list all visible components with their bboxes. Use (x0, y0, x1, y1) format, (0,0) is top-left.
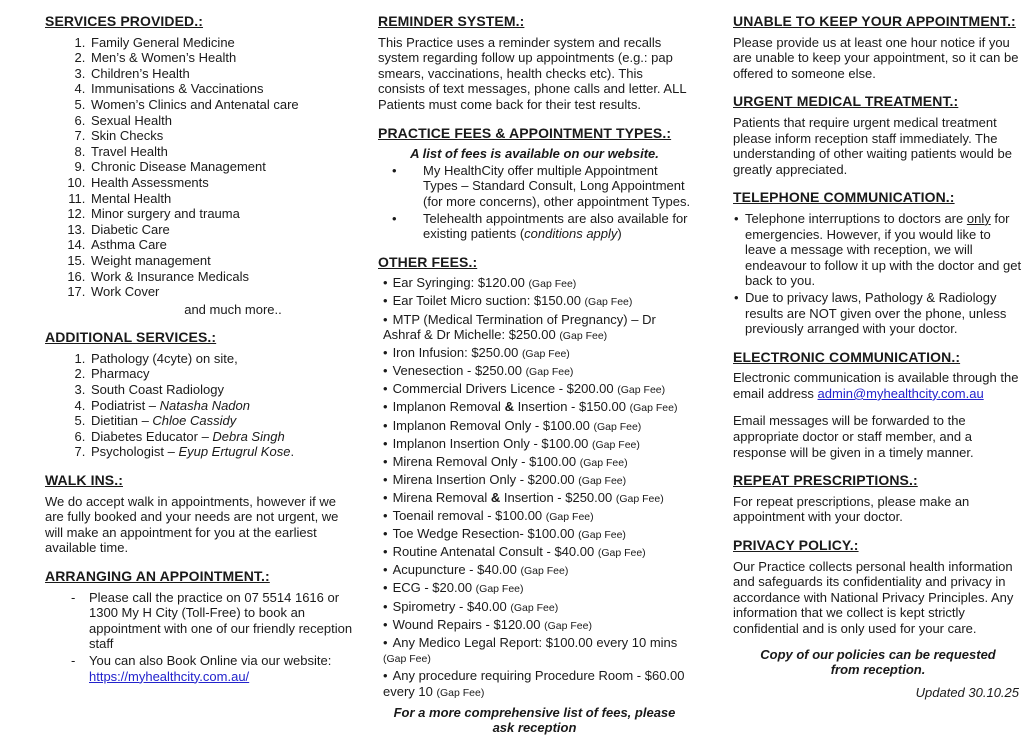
gap-fee-label: (Gap Fee) (383, 653, 431, 666)
bullet-icon: • (383, 508, 388, 524)
gap-fee-label: (Gap Fee) (592, 438, 640, 451)
additional-services-list (45, 351, 353, 460)
policies-note: Copy of our policies can be requested from reception. (760, 646, 996, 678)
list-item: - Please call the practice on 07 5514 1616 or 1300 My H City (Toll-Free) to book an appointment with one of our friendly reception staff (71, 589, 353, 652)
list-item: 1. Pathology (4cyte) on site, (89, 351, 353, 367)
fee-item: • Mirena Removal & Insertion - $250.00 (Gap Fee) (383, 489, 664, 505)
booking-website-link[interactable]: https://myhealthcity.com.au/ (89, 668, 250, 684)
bullet-icon: • (383, 668, 388, 684)
other-fees-heading: OTHER FEES.: (378, 253, 478, 270)
bullet-icon: • (383, 311, 388, 327)
reminder-system-heading: REMINDER SYSTEM.: (378, 13, 525, 29)
bullet-icon: • (734, 289, 739, 305)
bullet-icon: • (383, 471, 388, 487)
gap-fee-label: (Gap Fee) (528, 278, 577, 291)
privacy-policy-heading: PRIVACY POLICY.: (733, 537, 859, 554)
gap-fee-label: (Gap Fee) (544, 619, 592, 632)
gap-fee-label: (Gap Fee) (578, 474, 627, 487)
list-item: 14. Asthma Care (89, 237, 353, 253)
list-item: • Due to privacy laws, Pathology & Radiology results are NOT given over the phone, unless previously arranged with your doctor. (734, 289, 1007, 337)
list-item: 1. Family General Medicine (89, 35, 353, 51)
fee-item: • Mirena Insertion Only - $200.00 (Gap Fee) (383, 471, 627, 487)
bullet-icon: • (383, 544, 388, 560)
services-heading: SERVICES PROVIDED.: (45, 13, 204, 29)
fee-item: • Any Medico Legal Report: $100.00 every 10 mins (Gap Fee) (383, 634, 678, 666)
fee-item: • Wound Repairs - $120.00 (Gap Fee) (383, 616, 592, 632)
updated-date: Updated 30.10.25 (915, 684, 1019, 700)
fee-item: • Implanon Removal & Insertion - $150.00 (Gap Fee) (383, 399, 678, 415)
additional-services-heading: ADDITIONAL SERVICES.: (45, 329, 217, 346)
bullet-icon: • (734, 210, 739, 226)
fee-item: • Ear Toilet Micro suction: $150.00 (Gap Fee) (383, 293, 633, 309)
gap-fee-label: (Gap Fee) (559, 330, 608, 343)
fee-item: • Implanon Removal Only - $100.00 (Gap Fee) (383, 417, 642, 433)
column-left (45, 12, 353, 684)
repeat-prescriptions-heading: REPEAT PRESCRIPTIONS.: (733, 472, 918, 489)
fee-item: • Commercial Drivers Licence - $200.00 (Gap Fee) (383, 381, 666, 397)
unable-to-keep-appointment-heading: UNABLE TO KEEP YOUR APPOINTMENT.: (733, 13, 1016, 29)
list-item: 2. Pharmacy (89, 366, 353, 382)
bullet-icon: • (383, 381, 388, 397)
dash-marker: - (71, 589, 76, 605)
bullet-icon: • (383, 526, 388, 542)
bullet-icon: • (383, 453, 388, 469)
telephone-list (733, 211, 1023, 337)
gap-fee-label: (Gap Fee) (629, 402, 678, 415)
fee-item: • MTP (Medical Termination of Pregnancy) – Dr Ashraf & Dr Michelle: $250.00 (Gap Fee) (383, 311, 656, 343)
list-item: 2. Men’s & Women’s Health (89, 50, 353, 66)
gap-fee-label: (Gap Fee) (593, 420, 642, 433)
fee-item: • Implanon Insertion Only - $100.00 (Gap Fee) (383, 435, 640, 451)
gap-fee-label: (Gap Fee) (597, 547, 646, 560)
bullet-icon: • (383, 293, 388, 309)
bullet-icon: • (383, 435, 388, 451)
column-middle (378, 12, 691, 736)
arranging-list (45, 590, 353, 685)
bullet-icon: • (383, 417, 388, 433)
fee-item: • Toenail removal - $100.00 (Gap Fee) (383, 508, 594, 524)
fee-item: • Any procedure requiring Procedure Room - $60.00 every 10 (Gap Fee) (383, 668, 685, 699)
walk-ins-paragraph: We do accept walk in appointments, however if we are fully booked and your needs are not urgent, we will make an appointment for you at the earliest available time. (45, 493, 339, 556)
and-much-more-text: and much more.. (184, 301, 282, 317)
bullet-icon: • (383, 363, 388, 379)
fee-item: • Spirometry - $40.00 (Gap Fee) (383, 598, 559, 614)
list-item: 10. Health Assessments (89, 175, 353, 191)
bullet-icon: • (383, 275, 388, 291)
list-item: 5. Women’s Clinics and Antenatal care (89, 97, 353, 113)
list-item: - You can also Book Online via our website: https://myhealthcity.com.au/ (71, 652, 332, 684)
list-item: 11. Mental Health (89, 191, 353, 207)
bullet-icon: • (392, 210, 397, 226)
reminder-system-paragraph: This Practice uses a reminder system and recalls system regarding follow up appointments (e.g.: pap smears, vaccinations, health checks etc). This consists of text messages, phone calls and letter. ALL Patients must come back for their test results. (378, 34, 687, 112)
list-item: 5. Dietitian – Chloe Cassidy (89, 413, 353, 429)
gap-fee-label: (Gap Fee) (510, 601, 559, 614)
fees-note: A list of fees is available on our website. (410, 146, 659, 162)
appointment-types-list (378, 163, 691, 242)
bullet-icon: • (383, 345, 388, 361)
list-item: 15. Weight management (89, 253, 353, 269)
fee-item: • Acupuncture - $40.00 (Gap Fee) (383, 562, 569, 578)
fee-item: • Ear Syringing: $120.00 (Gap Fee) (383, 275, 577, 291)
gap-fee-label: (Gap Fee) (615, 492, 664, 505)
list-item: 4. Podiatrist – Natasha Nadon (89, 398, 353, 414)
gap-fee-label: (Gap Fee) (436, 686, 485, 699)
list-item: 3. Children’s Health (89, 66, 353, 82)
list-item: 4. Immunisations & Vaccinations (89, 81, 353, 97)
bullet-icon: • (383, 562, 388, 578)
gap-fee-label: (Gap Fee) (584, 296, 633, 309)
other-fees-list (378, 275, 691, 701)
fee-item: • ECG - $20.00 (Gap Fee) (383, 580, 524, 596)
list-item: 6. Diabetes Educator – Debra Singh (89, 429, 353, 445)
list-item: 7. Skin Checks (89, 128, 353, 144)
list-item: • Telephone interruptions to doctors are only for emergencies. However, if you would like to leave a message with reception, we will endeavour to follow it up with the doctor and get back to you. (734, 210, 1022, 289)
bullet-icon: • (392, 162, 397, 178)
electronic-paragraph-2: Email messages will be forwarded to the appropriate doctor or staff member, and a response will be given in a timely manner. (733, 413, 974, 460)
list-item: 6. Sexual Health (89, 113, 353, 129)
bullet-icon: • (383, 634, 388, 650)
bullet-icon: • (383, 399, 388, 415)
fee-item: • Toe Wedge Resection- $100.00 (Gap Fee) (383, 526, 626, 542)
walk-ins-heading: WALK INS.: (45, 472, 123, 489)
gap-fee-label: (Gap Fee) (578, 529, 626, 542)
dash-marker: - (71, 652, 76, 668)
list-item: 13. Diabetic Care (89, 222, 353, 238)
unable-paragraph: Please provide us at least one hour notice if you are unable to keep your appointment, so it can be offered to someone else. (733, 34, 1019, 81)
practice-fees-heading: PRACTICE FEES & APPOINTMENT TYPES.: (378, 124, 672, 141)
urgent-paragraph: Patients that require urgent medical treatment please inform reception staff immediately. The understanding of other waiting patients would be greatly appreciated. (733, 114, 1012, 177)
fees-footer-note: For a more comprehensive list of fees, please ask reception (393, 704, 676, 736)
fee-item: • Iron Infusion: $250.00 (Gap Fee) (383, 345, 570, 361)
gap-fee-label: (Gap Fee) (520, 565, 569, 578)
list-item: 7. Psychologist – Eyup Ertugrul Kose. (89, 444, 353, 460)
gap-fee-label: (Gap Fee) (525, 366, 574, 379)
bullet-icon: • (383, 580, 388, 596)
list-item: • My HealthCity offer multiple Appointment Types – Standard Consult, Long Appointment (for more concerns), other appointment Types. (392, 162, 691, 209)
services-list (45, 35, 353, 300)
fee-item: • Venesection - $250.00 (Gap Fee) (383, 363, 574, 379)
list-item: 8. Travel Health (89, 144, 353, 160)
fee-item: • Mirena Removal Only - $100.00 (Gap Fee) (383, 453, 628, 469)
bullet-icon: • (383, 616, 388, 632)
electronic-paragraph-1: Electronic communication is available through the email address admin@myhealthcity.com.au (733, 370, 1019, 401)
bullet-icon: • (383, 598, 388, 614)
list-item: • Telehealth appointments are also available for existing patients (conditions apply) (392, 210, 688, 242)
list-item: 3. South Coast Radiology (89, 382, 353, 398)
gap-fee-label: (Gap Fee) (579, 456, 628, 469)
admin-email-link[interactable]: admin@myhealthcity.com.au (817, 385, 984, 401)
gap-fee-label: (Gap Fee) (617, 384, 666, 397)
list-item: 17. Work Cover (89, 284, 353, 300)
list-item: 16. Work & Insurance Medicals (89, 269, 353, 285)
privacy-paragraph: Our Practice collects personal health information and safeguards its confidentiality and privacy in accordance with National Privacy Principles. Any information that we collect is kept strictly confidential and is only used for your care. (733, 558, 1014, 636)
repeat-paragraph: For repeat prescriptions, please make an appointment with your doctor. (733, 493, 970, 525)
gap-fee-label: (Gap Fee) (475, 583, 524, 596)
bullet-icon: • (383, 489, 388, 505)
arranging-appointment-heading: ARRANGING AN APPOINTMENT.: (45, 568, 270, 584)
electronic-communication-heading: ELECTRONIC COMMUNICATION.: (733, 348, 961, 365)
urgent-medical-treatment-heading: URGENT MEDICAL TREATMENT.: (733, 93, 959, 110)
telephone-communication-heading: TELEPHONE COMMUNICATION.: (733, 189, 955, 206)
gap-fee-label: (Gap Fee) (545, 511, 594, 524)
fee-item: • Routine Antenatal Consult - $40.00 (Gap Fee) (383, 544, 646, 560)
list-item: 12. Minor surgery and trauma (89, 206, 353, 222)
list-item: 9. Chronic Disease Management (89, 159, 353, 175)
column-right (733, 12, 1023, 700)
gap-fee-label: (Gap Fee) (521, 348, 570, 361)
